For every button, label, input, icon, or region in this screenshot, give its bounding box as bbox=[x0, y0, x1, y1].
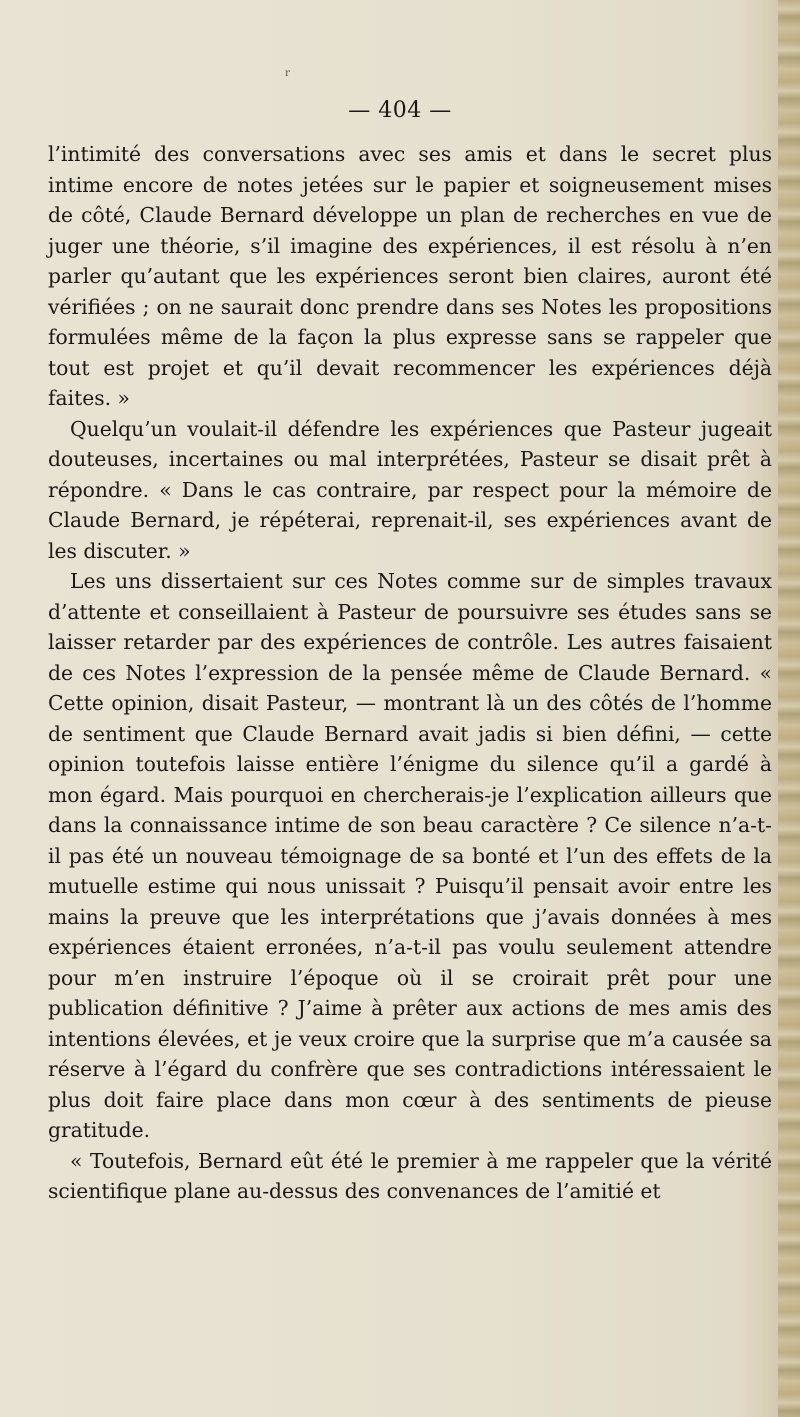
page-number: — 404 — bbox=[348, 98, 452, 123]
paragraph-3: Les uns dissertaient sur ces Notes comme sur de simples travaux d’attente et conseillaient à Pasteur de poursuivre ses études sans se laisser retarder par des expériences de contrôle. Les autres faisaient de ces Notes l’expression de la pensée même de Claude Bernard. « Cette opinion, disait Pasteur, — montrant là un des côtés de l’homme de sentiment que Claude Bernard avait jadis si bien défini, — cette opinion toutefois laisse entière l’énigme du silence qu’il a gardé à mon égard. Mais pourquoi en chercherais-je l’explication ailleurs que dans la connaissance intime de son beau caractère ? Ce silence n’a-t-il pas été un nouveau témoignage de sa bonté et l’un des effets de la mutuelle estime qui nous unissait ? Puisqu’il pensait avoir entre les mains la preuve que les interprétations que j’avais données à mes expériences étaient erronées, n’a-t-il pas voulu seulement attendre pour m’en instruire l’époque où il se croirait prêt pour une publication définitive ? J’aime à prêter aux actions de mes amis des intentions élevées, et je veux croire que la surprise que m’a causée sa réserve à l’égard du confrère que ses contradictions intéressaient le plus doit faire place dans mon cœur à des sentiments de pieuse gratitude. bbox=[48, 569, 772, 1142]
body-text bbox=[48, 139, 772, 1207]
paragraph-2: Quelqu’un voulait-il défendre les expériences que Pasteur jugeait douteuses, incertaines ou mal interprétées, Pasteur se disait prêt à répondre. « Dans le cas contraire, par respect pour la mémoire de Claude Bernard, je répéterai, reprenait-il, ses expériences avant de les discuter. » bbox=[48, 416, 772, 563]
paragraph-1: l’intimité des conversations avec ses amis et dans le secret plus intime encore de notes jetées sur le papier et soigneusement mises de côté, Claude Bernard développe un plan de recherches en vue de juger une théorie, s’il imagine des expériences, il est résolu à n’en parler qu’autant que les expériences seront bien claires, auront été vérifiées ; on ne saurait donc prendre dans ses Notes les propositions formulées même de la façon la plus expresse sans se rappeler que tout est projet et qu’il devait recommencer les expériences déjà faites. » bbox=[48, 142, 772, 410]
paragraph-4: « Toutefois, Bernard eût été le premier à me rappeler que la vérité scientifique plane au-dessus des convenances de l’amitié et bbox=[48, 1148, 772, 1203]
page-edge-shadow bbox=[778, 0, 800, 1417]
stray-mark: r bbox=[285, 68, 290, 79]
